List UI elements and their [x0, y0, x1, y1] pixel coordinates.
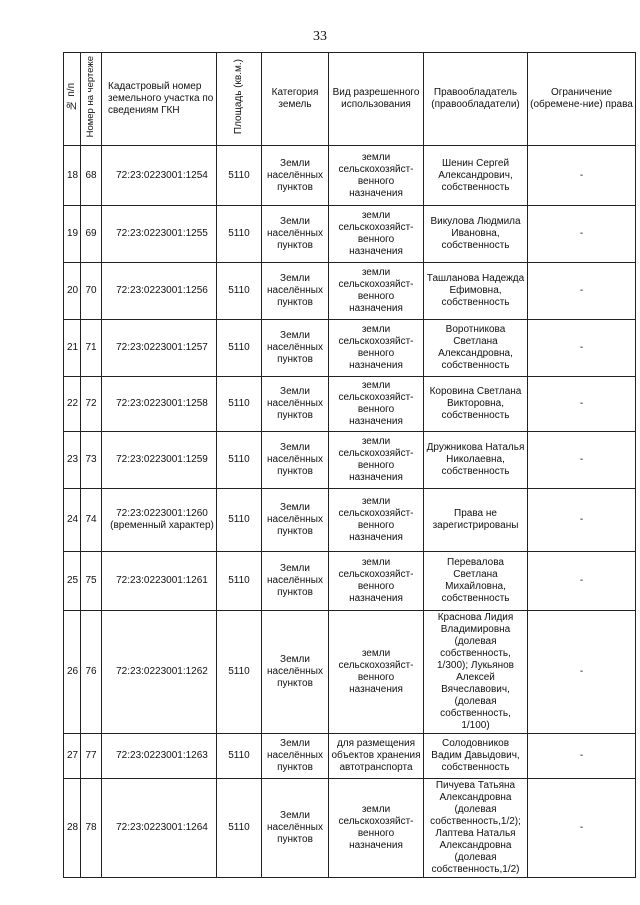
cell-num: 22: [64, 377, 81, 432]
cell-area: 5110: [217, 734, 262, 779]
cell-restriction: -: [528, 779, 636, 878]
col-header-cadastral: Кадастровый номер земельного участка по сведениям ГКН: [102, 53, 217, 146]
table-row: [64, 206, 636, 263]
table-row: [64, 432, 636, 489]
cell-restriction: -: [528, 611, 636, 734]
table-row: [64, 320, 636, 377]
cell-area: 5110: [217, 377, 262, 432]
cell-drawing: 78: [81, 779, 102, 878]
col-header-restriction: Ограничение (обремене-ние) права: [528, 53, 636, 146]
cell-num: 27: [64, 734, 81, 779]
cell-cadastral: 72:23:0223001:1257: [102, 320, 217, 377]
cell-drawing: 70: [81, 263, 102, 320]
cell-restriction: -: [528, 377, 636, 432]
cell-owner: Воротникова Светлана Александровна, собственность: [424, 320, 528, 377]
table-row: [64, 146, 636, 206]
cell-num: 18: [64, 146, 81, 206]
cell-num: 23: [64, 432, 81, 489]
cell-area: 5110: [217, 552, 262, 611]
cell-owner: Ташланова Надежда Ефимовна, собственность: [424, 263, 528, 320]
table-row: [64, 552, 636, 611]
cell-cadastral: 72:23:0223001:1260 (временный характер): [102, 489, 217, 552]
cell-use: земли сельскохозяйст-венного назначения: [329, 263, 424, 320]
cell-num: 26: [64, 611, 81, 734]
cell-owner: Коровина Светлана Викторовна, собственность: [424, 377, 528, 432]
cell-category: Земли населённых пунктов: [262, 432, 329, 489]
cell-drawing: 74: [81, 489, 102, 552]
cell-restriction: -: [528, 206, 636, 263]
cell-drawing: 76: [81, 611, 102, 734]
cell-area: 5110: [217, 206, 262, 263]
col-header-num: № п/п: [64, 53, 81, 146]
page-number: 33: [313, 29, 327, 44]
cell-drawing: 75: [81, 552, 102, 611]
cell-restriction: -: [528, 320, 636, 377]
cell-category: Земли населённых пунктов: [262, 263, 329, 320]
cell-cadastral: 72:23:0223001:1254: [102, 146, 217, 206]
cell-area: 5110: [217, 489, 262, 552]
cell-cadastral: 72:23:0223001:1261: [102, 552, 217, 611]
table-row: [64, 611, 636, 734]
cell-cadastral: 72:23:0223001:1259: [102, 432, 217, 489]
cell-use: земли сельскохозяйст-венного назначения: [329, 489, 424, 552]
cell-use: земли сельскохозяйст-венного назначения: [329, 552, 424, 611]
cell-owner: Права не зарегистрированы: [424, 489, 528, 552]
cell-restriction: -: [528, 734, 636, 779]
cell-use: земли сельскохозяйст-венного назначения: [329, 206, 424, 263]
cell-owner: Солодовников Вадим Давыдович, собственность: [424, 734, 528, 779]
cell-drawing: 68: [81, 146, 102, 206]
cell-category: Земли населённых пунктов: [262, 320, 329, 377]
table-row: [64, 489, 636, 552]
cell-owner: Перевалова Светлана Михайловна, собственность: [424, 552, 528, 611]
col-header-category: Категория земель: [262, 53, 329, 146]
col-header-area: Площадь (кв.м.): [217, 53, 262, 146]
cell-use: земли сельскохозяйст-венного назначения: [329, 611, 424, 734]
cell-num: 25: [64, 552, 81, 611]
cell-cadastral: 72:23:0223001:1256: [102, 263, 217, 320]
cell-category: Земли населённых пунктов: [262, 377, 329, 432]
cell-owner: Дружникова Наталья Николаевна, собственность: [424, 432, 528, 489]
cell-drawing: 73: [81, 432, 102, 489]
cell-category: Земли населённых пунктов: [262, 206, 329, 263]
cell-num: 28: [64, 779, 81, 878]
cell-category: Земли населённых пунктов: [262, 489, 329, 552]
table-row: [64, 779, 636, 878]
table-header-row: [64, 53, 636, 146]
cell-cadastral: 72:23:0223001:1263: [102, 734, 217, 779]
cell-num: 20: [64, 263, 81, 320]
col-header-drawing-num: Номер на чертеже: [81, 53, 102, 146]
cell-num: 24: [64, 489, 81, 552]
cell-area: 5110: [217, 320, 262, 377]
table-row: [64, 263, 636, 320]
cell-owner: Краснова Лидия Владимировна (долевая собственность, 1/300); Лукьянов Алексей Вячеславович, (долевая собственность, 1/100): [424, 611, 528, 734]
table-row: [64, 377, 636, 432]
col-header-use: Вид разрешенного использования: [329, 53, 424, 146]
cell-cadastral: 72:23:0223001:1264: [102, 779, 217, 878]
cell-area: 5110: [217, 779, 262, 878]
cell-use: земли сельскохозяйст-венного назначения: [329, 320, 424, 377]
cell-use: для размещения объектов хранения автотранспорта: [329, 734, 424, 779]
cell-restriction: -: [528, 432, 636, 489]
cell-drawing: 72: [81, 377, 102, 432]
cell-category: Земли населённых пунктов: [262, 734, 329, 779]
cell-num: 19: [64, 206, 81, 263]
cell-category: Земли населённых пунктов: [262, 611, 329, 734]
cell-use: земли сельскохозяйст-венного назначения: [329, 146, 424, 206]
table-row: [64, 734, 636, 779]
cell-cadastral: 72:23:0223001:1262: [102, 611, 217, 734]
cell-area: 5110: [217, 432, 262, 489]
cell-drawing: 69: [81, 206, 102, 263]
cell-owner: Шенин Сергей Александрович, собственность: [424, 146, 528, 206]
cell-cadastral: 72:23:0223001:1255: [102, 206, 217, 263]
cell-area: 5110: [217, 146, 262, 206]
cell-restriction: -: [528, 552, 636, 611]
land-plots-table: [63, 52, 636, 878]
cell-category: Земли населённых пунктов: [262, 146, 329, 206]
col-header-owner: Правообладатель (правообладатели): [424, 53, 528, 146]
cell-area: 5110: [217, 611, 262, 734]
cell-num: 21: [64, 320, 81, 377]
cell-restriction: -: [528, 146, 636, 206]
cell-area: 5110: [217, 263, 262, 320]
cell-cadastral: 72:23:0223001:1258: [102, 377, 217, 432]
cell-use: земли сельскохозяйст-венного назначения: [329, 377, 424, 432]
cell-drawing: 77: [81, 734, 102, 779]
cell-owner: Пичуева Татьяна Александровна (долевая собственность,1/2); Лаптева Наталья Александровна (долевая собственность,1/2): [424, 779, 528, 878]
cell-use: земли сельскохозяйст-венного назначения: [329, 779, 424, 878]
cell-restriction: -: [528, 263, 636, 320]
cell-owner: Викулова Людмила Ивановна, собственность: [424, 206, 528, 263]
cell-use: земли сельскохозяйст-венного назначения: [329, 432, 424, 489]
cell-category: Земли населённых пунктов: [262, 779, 329, 878]
cell-category: Земли населённых пунктов: [262, 552, 329, 611]
cell-restriction: -: [528, 489, 636, 552]
cell-drawing: 71: [81, 320, 102, 377]
